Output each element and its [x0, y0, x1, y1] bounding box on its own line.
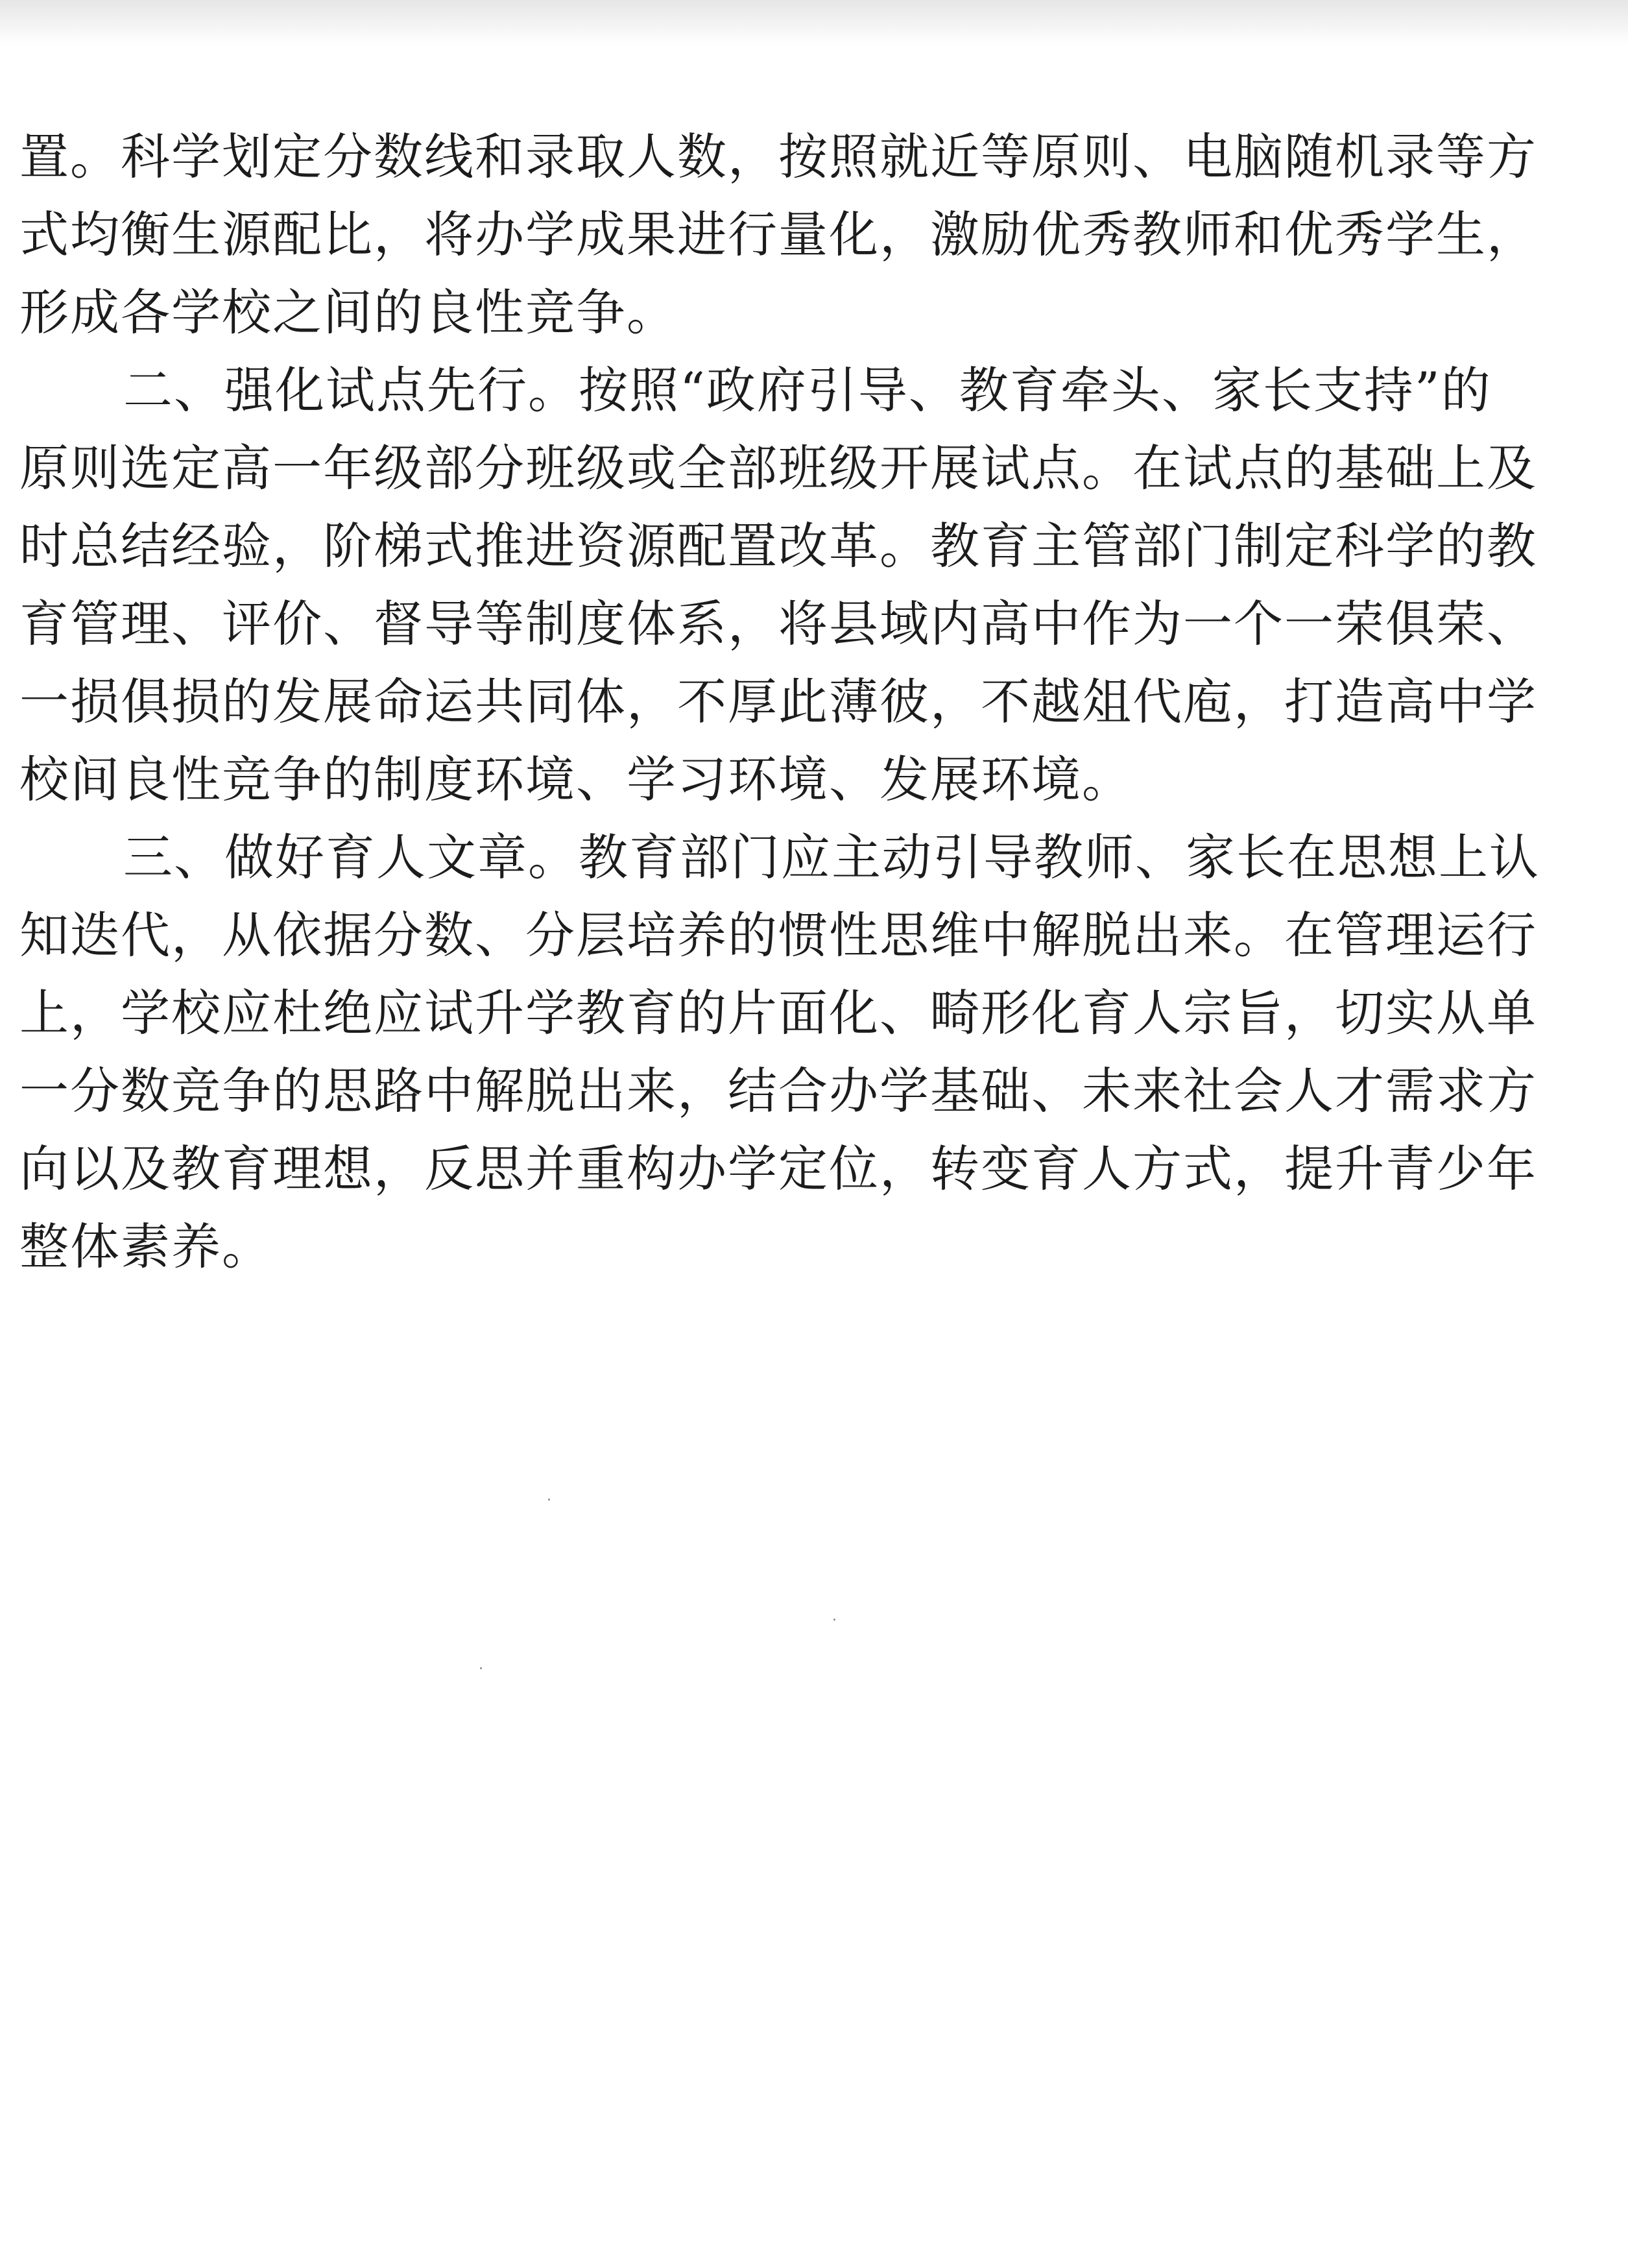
text-line: 一损俱损的发展命运共同体，不厚此薄彼，不越俎代庖，打造高中学: [19, 673, 1537, 730]
text-line: 原则选定高一年级部分班级或全部班级开展试点。在试点的基础上及: [19, 439, 1537, 497]
scan-top-shadow: [0, 0, 1628, 45]
scan-speck: [833, 1619, 835, 1621]
text-line: 上，学校应杜绝应试升学教育的片面化、畸形化育人宗旨，切实从单: [19, 984, 1537, 1042]
text-line: 知迭代，从依据分数、分层培养的惯性思维中解脱出来。在管理运行: [19, 906, 1537, 964]
text-line: 向以及教育理想，反思并重构办学定位，转变育人方式，提升青少年: [19, 1140, 1537, 1198]
text-line: 时总结经验，阶梯式推进资源配置改革。教育主管部门制定科学的教: [19, 517, 1537, 575]
text-line: 校间良性竞争的制度环境、学习环境、发展环境。: [19, 751, 1132, 808]
paragraph-heading-line: 三、做好育人文章。教育部门应主动引导教师、家长在思想上认: [123, 828, 1540, 886]
text-line: 置。科学划定分数线和录取人数，按照就近等原则、电脑随机录等方: [19, 128, 1537, 186]
text-line: 整体素养。: [19, 1218, 272, 1275]
text-line: 一分数竞争的思路中解脱出来，结合办学基础、未来社会人才需求方: [19, 1062, 1537, 1120]
scan-speck: [480, 1667, 482, 1669]
text-line: 育管理、评价、督导等制度体系，将县域内高中作为一个一荣俱荣、: [19, 595, 1537, 653]
paragraph-heading-line: 二、强化试点先行。按照“政府引导、教育牵头、家长支持”的: [123, 361, 1492, 419]
text-line: 形成各学校之间的良性竞争。: [19, 284, 677, 341]
text-line: 式均衡生源配比，将办学成果进行量化，激励优秀教师和优秀学生，: [19, 206, 1537, 263]
scan-speck: [548, 1499, 550, 1501]
